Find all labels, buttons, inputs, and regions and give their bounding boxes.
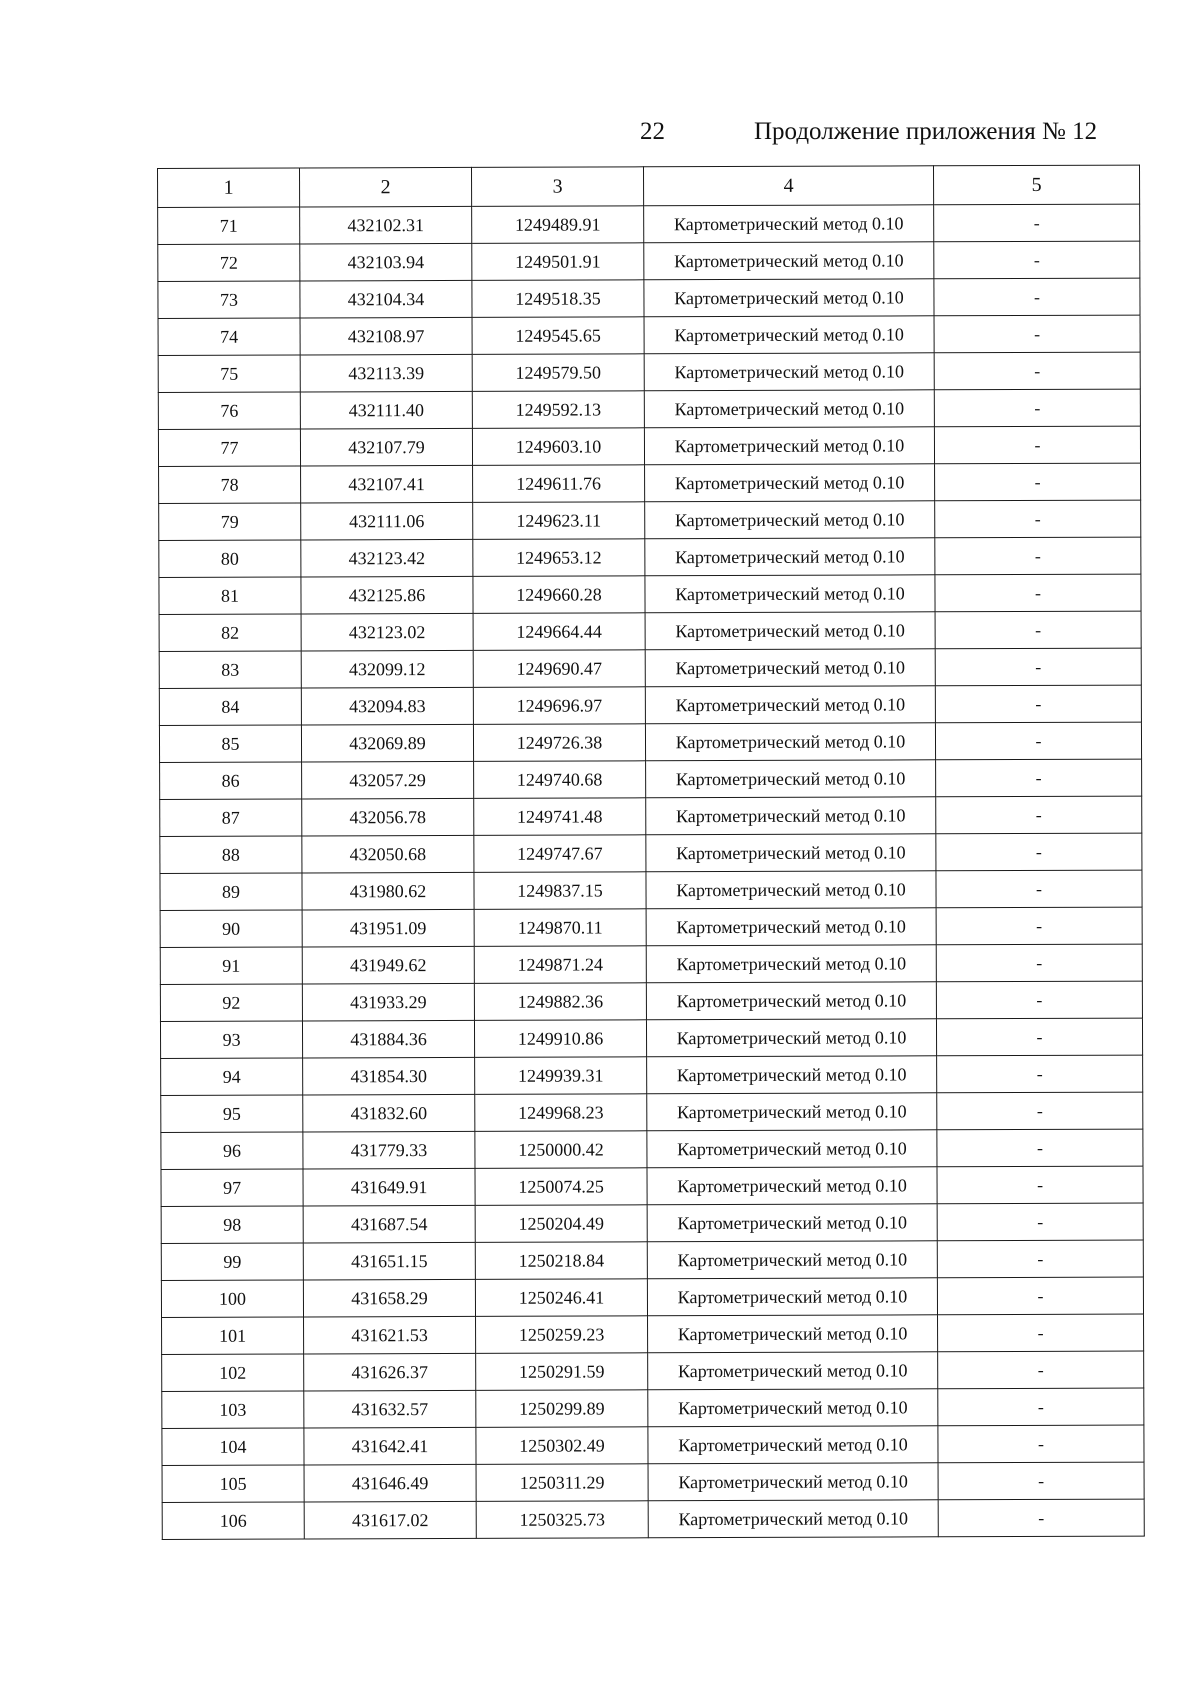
table-row	[161, 1166, 1143, 1206]
x-coordinate-cell: 431649.91	[303, 1168, 475, 1206]
point-number-cell: 81	[159, 577, 301, 614]
point-number-cell: 74	[158, 318, 300, 355]
table-row	[159, 463, 1141, 503]
point-number-cell: 71	[158, 207, 300, 244]
y-coordinate-cell: 1249653.12	[473, 539, 645, 577]
x-coordinate-cell: 432125.86	[301, 576, 473, 614]
note-cell: -	[935, 611, 1141, 649]
table-row	[159, 574, 1141, 614]
y-coordinate-cell: 1250204.49	[475, 1205, 647, 1243]
note-cell: -	[937, 1277, 1143, 1315]
method-cell: Картометрический метод 0.10	[644, 427, 934, 465]
table-row	[162, 1314, 1144, 1354]
x-coordinate-cell: 431621.53	[304, 1316, 476, 1354]
point-number-cell: 86	[160, 762, 302, 799]
y-coordinate-cell: 1249664.44	[473, 613, 645, 651]
point-number-cell: 76	[158, 392, 300, 429]
note-cell: -	[936, 1018, 1142, 1056]
y-coordinate-cell: 1249939.31	[475, 1057, 647, 1095]
note-cell: -	[937, 1166, 1143, 1204]
table-row	[158, 315, 1140, 355]
x-coordinate-cell: 432111.40	[300, 391, 472, 429]
note-cell: -	[934, 315, 1140, 353]
table-row	[161, 1055, 1143, 1095]
table-row	[159, 685, 1141, 725]
point-number-cell: 98	[161, 1206, 303, 1243]
y-coordinate-cell: 1250302.49	[476, 1427, 648, 1465]
y-coordinate-cell: 1250291.59	[476, 1353, 648, 1391]
x-coordinate-cell: 432111.06	[301, 502, 473, 540]
x-coordinate-cell: 431617.02	[304, 1501, 476, 1539]
note-cell: -	[934, 426, 1140, 464]
x-coordinate-cell: 432102.31	[300, 206, 472, 244]
method-cell: Картометрический метод 0.10	[647, 1056, 937, 1094]
y-coordinate-cell: 1249611.76	[473, 465, 645, 503]
table-row	[160, 870, 1142, 910]
method-cell: Картометрический метод 0.10	[645, 538, 935, 576]
y-coordinate-cell: 1249696.97	[473, 687, 645, 725]
point-number-cell: 87	[160, 799, 302, 836]
table-row	[160, 981, 1142, 1021]
method-cell: Картометрический метод 0.10	[645, 501, 935, 539]
method-cell: Картометрический метод 0.10	[647, 1241, 937, 1279]
method-cell: Картометрический метод 0.10	[647, 1278, 937, 1316]
table-row	[161, 1203, 1143, 1243]
point-number-cell: 95	[161, 1095, 303, 1132]
y-coordinate-cell: 1249579.50	[472, 354, 644, 392]
table-row	[158, 389, 1140, 429]
method-cell: Картометрический метод 0.10	[646, 982, 936, 1020]
method-cell: Картометрический метод 0.10	[644, 279, 934, 317]
note-cell: -	[935, 648, 1141, 686]
x-coordinate-cell: 432113.39	[300, 354, 472, 392]
note-cell: -	[938, 1499, 1144, 1537]
point-number-cell: 82	[159, 614, 301, 651]
method-cell: Картометрический метод 0.10	[648, 1315, 938, 1353]
x-coordinate-cell: 431658.29	[303, 1279, 475, 1317]
x-coordinate-cell: 432094.83	[301, 687, 473, 725]
y-coordinate-cell: 1250325.73	[476, 1501, 648, 1539]
point-number-cell: 77	[158, 429, 300, 466]
header-row	[158, 165, 1140, 207]
method-cell: Картометрический метод 0.10	[645, 723, 935, 761]
y-coordinate-cell: 1249592.13	[472, 391, 644, 429]
point-number-cell: 79	[159, 503, 301, 540]
point-number-cell: 92	[160, 984, 302, 1021]
method-cell: Картометрический метод 0.10	[644, 205, 934, 243]
table-row	[161, 1277, 1143, 1317]
point-number-cell: 104	[162, 1428, 304, 1465]
note-cell: -	[935, 463, 1141, 501]
point-number-cell: 100	[161, 1280, 303, 1317]
point-number-cell: 90	[160, 910, 302, 947]
table-row	[160, 796, 1142, 836]
point-number-cell: 103	[162, 1391, 304, 1428]
y-coordinate-cell: 1249968.23	[475, 1094, 647, 1132]
note-cell: -	[935, 537, 1141, 575]
coordinates-table	[157, 165, 1145, 1540]
note-cell: -	[938, 1388, 1144, 1426]
method-cell: Картометрический метод 0.10	[648, 1426, 938, 1464]
x-coordinate-cell: 431949.62	[302, 946, 474, 984]
y-coordinate-cell: 1249545.65	[472, 317, 644, 355]
y-coordinate-cell: 1249741.48	[474, 798, 646, 836]
table-row	[159, 648, 1141, 688]
method-cell: Картометрический метод 0.10	[645, 649, 935, 687]
method-cell: Картометрический метод 0.10	[645, 575, 935, 613]
y-coordinate-cell: 1250000.42	[475, 1131, 647, 1169]
table-row	[162, 1462, 1144, 1502]
table-row	[161, 1240, 1143, 1280]
note-cell: -	[936, 907, 1142, 945]
note-cell: -	[938, 1351, 1144, 1389]
method-cell: Картометрический метод 0.10	[646, 760, 936, 798]
x-coordinate-cell: 431884.36	[302, 1020, 474, 1058]
table-row	[162, 1425, 1144, 1465]
point-number-cell: 83	[159, 651, 301, 688]
method-cell: Картометрический метод 0.10	[645, 686, 935, 724]
y-coordinate-cell: 1250074.25	[475, 1168, 647, 1206]
point-number-cell: 97	[161, 1169, 303, 1206]
x-coordinate-cell: 431951.09	[302, 909, 474, 947]
note-cell: -	[938, 1425, 1144, 1463]
method-cell: Картометрический метод 0.10	[644, 242, 934, 280]
y-coordinate-cell: 1249603.10	[472, 428, 644, 466]
table-row	[161, 1129, 1143, 1169]
point-number-cell: 80	[159, 540, 301, 577]
note-cell: -	[937, 1129, 1143, 1167]
note-cell: -	[935, 722, 1141, 760]
y-coordinate-cell: 1250218.84	[475, 1242, 647, 1280]
point-number-cell: 94	[161, 1058, 303, 1095]
table-body	[158, 204, 1145, 1539]
method-cell: Картометрический метод 0.10	[644, 316, 934, 354]
x-coordinate-cell: 431646.49	[304, 1464, 476, 1502]
table-row	[160, 1018, 1142, 1058]
point-number-cell: 99	[161, 1243, 303, 1280]
x-coordinate-cell: 431854.30	[303, 1057, 475, 1095]
column-header-4: 4	[643, 166, 933, 206]
point-number-cell: 96	[161, 1132, 303, 1169]
table-row	[158, 204, 1140, 244]
point-number-cell: 88	[160, 836, 302, 873]
point-number-cell: 78	[159, 466, 301, 503]
x-coordinate-cell: 431980.62	[302, 872, 474, 910]
table-row	[162, 1351, 1144, 1391]
x-coordinate-cell: 432123.42	[301, 539, 473, 577]
y-coordinate-cell: 1249747.67	[474, 835, 646, 873]
note-cell: -	[936, 944, 1142, 982]
method-cell: Картометрический метод 0.10	[648, 1500, 938, 1538]
x-coordinate-cell: 432056.78	[302, 798, 474, 836]
y-coordinate-cell: 1249660.28	[473, 576, 645, 614]
point-number-cell: 106	[162, 1502, 304, 1539]
note-cell: -	[938, 1462, 1144, 1500]
table-header	[158, 165, 1140, 207]
x-coordinate-cell: 431779.33	[303, 1131, 475, 1169]
note-cell: -	[934, 389, 1140, 427]
note-cell: -	[938, 1314, 1144, 1352]
x-coordinate-cell: 432108.97	[300, 317, 472, 355]
method-cell: Картометрический метод 0.10	[645, 612, 935, 650]
method-cell: Картометрический метод 0.10	[648, 1463, 938, 1501]
note-cell: -	[934, 204, 1140, 242]
y-coordinate-cell: 1250259.23	[476, 1316, 648, 1354]
table-row	[159, 537, 1141, 577]
table-row	[160, 833, 1142, 873]
page-header	[0, 112, 1200, 152]
method-cell: Картометрический метод 0.10	[647, 1093, 937, 1131]
point-number-cell: 93	[160, 1021, 302, 1058]
method-cell: Картометрический метод 0.10	[646, 871, 936, 909]
x-coordinate-cell: 432103.94	[300, 243, 472, 281]
y-coordinate-cell: 1250246.41	[475, 1279, 647, 1317]
point-number-cell: 91	[160, 947, 302, 984]
y-coordinate-cell: 1249910.86	[474, 1020, 646, 1058]
x-coordinate-cell: 432050.68	[302, 835, 474, 873]
x-coordinate-cell: 432099.12	[301, 650, 473, 688]
y-coordinate-cell: 1249740.68	[474, 761, 646, 799]
note-cell: -	[936, 870, 1142, 908]
x-coordinate-cell: 431632.57	[304, 1390, 476, 1428]
note-cell: -	[934, 352, 1140, 390]
note-cell: -	[935, 574, 1141, 612]
note-cell: -	[934, 241, 1140, 279]
point-number-cell: 72	[158, 244, 300, 281]
x-coordinate-cell: 431933.29	[302, 983, 474, 1021]
point-number-cell: 85	[159, 725, 301, 762]
method-cell: Картометрический метод 0.10	[646, 834, 936, 872]
x-coordinate-cell: 432057.29	[302, 761, 474, 799]
method-cell: Картометрический метод 0.10	[646, 908, 936, 946]
table-row	[162, 1388, 1144, 1428]
note-cell: -	[937, 1092, 1143, 1130]
method-cell: Картометрический метод 0.10	[646, 945, 936, 983]
y-coordinate-cell: 1249882.36	[474, 983, 646, 1021]
y-coordinate-cell: 1249837.15	[474, 872, 646, 910]
x-coordinate-cell: 432104.34	[300, 280, 472, 318]
method-cell: Картометрический метод 0.10	[647, 1167, 937, 1205]
x-coordinate-cell: 432107.41	[301, 465, 473, 503]
note-cell: -	[935, 685, 1141, 723]
y-coordinate-cell: 1249518.35	[472, 280, 644, 318]
note-cell: -	[936, 981, 1142, 1019]
point-number-cell: 84	[159, 688, 301, 725]
table-row	[159, 611, 1141, 651]
continuation-title: Продолжение приложения № 12	[754, 118, 1098, 145]
method-cell: Картометрический метод 0.10	[647, 1204, 937, 1242]
column-header-1: 1	[158, 168, 300, 207]
table-row	[159, 500, 1141, 540]
note-cell: -	[937, 1240, 1143, 1278]
column-header-2: 2	[300, 167, 472, 207]
method-cell: Картометрический метод 0.10	[644, 390, 934, 428]
note-cell: -	[937, 1203, 1143, 1241]
y-coordinate-cell: 1250299.89	[476, 1390, 648, 1428]
x-coordinate-cell: 431832.60	[303, 1094, 475, 1132]
point-number-cell: 105	[162, 1465, 304, 1502]
point-number-cell: 73	[158, 281, 300, 318]
method-cell: Картометрический метод 0.10	[646, 797, 936, 835]
table-row	[160, 907, 1142, 947]
y-coordinate-cell: 1249870.11	[474, 909, 646, 947]
note-cell: -	[936, 833, 1142, 871]
x-coordinate-cell: 432123.02	[301, 613, 473, 651]
method-cell: Картометрический метод 0.10	[648, 1352, 938, 1390]
point-number-cell: 75	[158, 355, 300, 392]
x-coordinate-cell: 431651.15	[303, 1242, 475, 1280]
table-row	[162, 1499, 1144, 1539]
method-cell: Картометрический метод 0.10	[648, 1389, 938, 1427]
note-cell: -	[935, 500, 1141, 538]
note-cell: -	[936, 759, 1142, 797]
y-coordinate-cell: 1250311.29	[476, 1464, 648, 1502]
column-header-5: 5	[933, 165, 1139, 205]
point-number-cell: 101	[162, 1317, 304, 1354]
table-row	[161, 1092, 1143, 1132]
x-coordinate-cell: 431642.41	[304, 1427, 476, 1465]
x-coordinate-cell: 432107.79	[300, 428, 472, 466]
note-cell: -	[936, 796, 1142, 834]
method-cell: Картометрический метод 0.10	[644, 353, 934, 391]
page-number: 22	[640, 118, 665, 145]
table-row	[158, 241, 1140, 281]
table-row	[158, 426, 1140, 466]
y-coordinate-cell: 1249690.47	[473, 650, 645, 688]
y-coordinate-cell: 1249871.24	[474, 946, 646, 984]
x-coordinate-cell: 431687.54	[303, 1205, 475, 1243]
method-cell: Картометрический метод 0.10	[647, 1130, 937, 1168]
table-row	[160, 759, 1142, 799]
table-row	[160, 944, 1142, 984]
note-cell: -	[934, 278, 1140, 316]
method-cell: Картометрический метод 0.10	[646, 1019, 936, 1057]
y-coordinate-cell: 1249501.91	[472, 243, 644, 281]
table-row	[159, 722, 1141, 762]
y-coordinate-cell: 1249489.91	[472, 206, 644, 244]
y-coordinate-cell: 1249623.11	[473, 502, 645, 540]
x-coordinate-cell: 431626.37	[304, 1353, 476, 1391]
point-number-cell: 102	[162, 1354, 304, 1391]
y-coordinate-cell: 1249726.38	[473, 724, 645, 762]
table-row	[158, 352, 1140, 392]
method-cell: Картометрический метод 0.10	[645, 464, 935, 502]
x-coordinate-cell: 432069.89	[301, 724, 473, 762]
point-number-cell: 89	[160, 873, 302, 910]
column-header-3: 3	[471, 167, 643, 207]
note-cell: -	[937, 1055, 1143, 1093]
table-row	[158, 278, 1140, 318]
